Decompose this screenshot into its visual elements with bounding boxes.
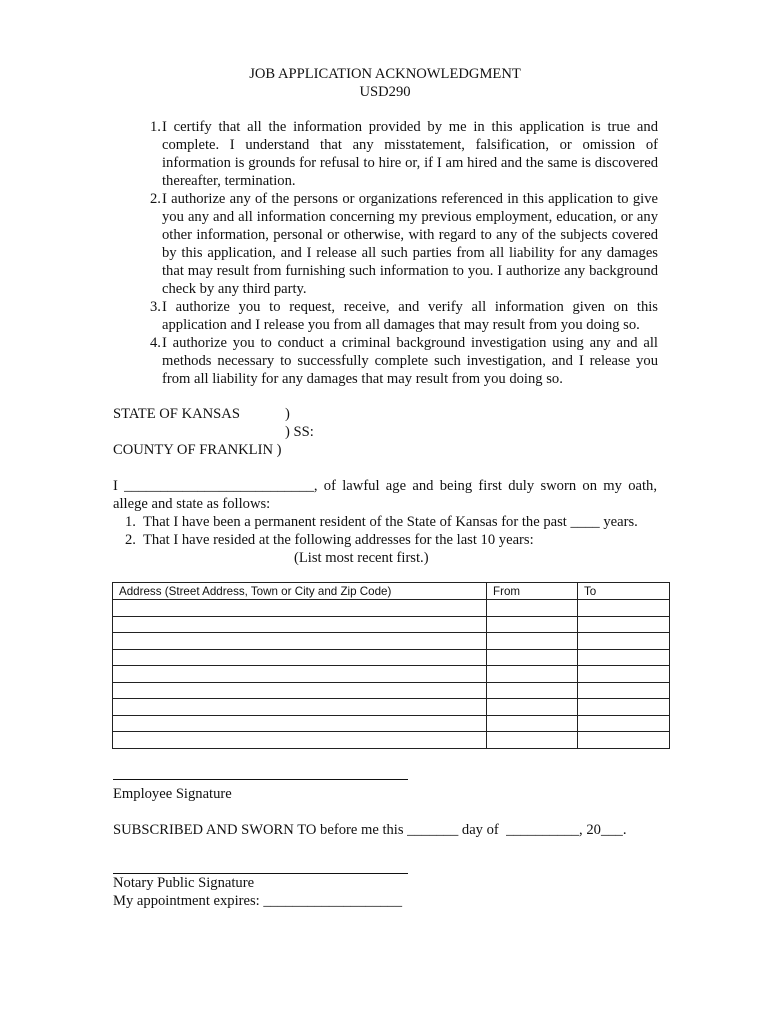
address-cell[interactable] — [113, 616, 487, 633]
to-cell[interactable] — [578, 732, 670, 749]
address-cell[interactable] — [113, 649, 487, 666]
table-row — [113, 666, 670, 683]
venue-state: STATE OF KANSAS — [113, 406, 240, 422]
certification-number: 2. — [150, 191, 161, 207]
oath-line-1[interactable]: I __________________________, of lawful age and being first duly sworn on my oath, — [113, 478, 657, 494]
oath-item-2: 2. That I have resided at the following addresses for the last 10 years: — [125, 532, 534, 548]
address-cell[interactable] — [113, 682, 487, 699]
address-cell[interactable] — [113, 666, 487, 683]
from-cell[interactable] — [487, 600, 578, 617]
table-row — [113, 699, 670, 716]
to-cell[interactable] — [578, 715, 670, 732]
sworn-statement[interactable]: SUBSCRIBED AND SWORN TO before me this _______ day of __________, 20___. — [113, 822, 627, 838]
certification-number: 4. — [150, 335, 161, 351]
from-cell[interactable] — [487, 732, 578, 749]
document-subtitle: USD290 — [359, 84, 411, 100]
from-cell[interactable] — [487, 715, 578, 732]
certification-item — [112, 190, 658, 298]
to-cell[interactable] — [578, 600, 670, 617]
table-row — [113, 600, 670, 617]
table-row — [113, 732, 670, 749]
employee-signature-label: Employee Signature — [113, 786, 232, 802]
table-row — [113, 633, 670, 650]
certification-item — [112, 118, 658, 190]
column-header-from: From — [487, 583, 578, 600]
certification-item — [112, 334, 658, 388]
from-cell[interactable] — [487, 633, 578, 650]
certification-text: I authorize you to conduct a criminal background investigation using any and all methods necessary to successfully complete such investigation, and I release you from all liability for any damages that may result from you doing so. — [162, 335, 658, 387]
from-cell[interactable] — [487, 699, 578, 716]
to-cell[interactable] — [578, 633, 670, 650]
oath-note: (List most recent first.) — [294, 550, 429, 566]
appointment-expires[interactable]: My appointment expires: ___________________ — [113, 893, 403, 909]
certification-text: I authorize you to request, receive, and verify all information given on this application and I release you from all damages that may result from you doing so. — [162, 299, 658, 333]
venue-ss: ) SS: — [285, 424, 314, 440]
certification-number: 3. — [150, 299, 161, 315]
to-cell[interactable] — [578, 699, 670, 716]
certification-text: I authorize any of the persons or organizations referenced in this application to give you any and all information concerning my previous employment, education, or any other information, personal or otherwise, with regard to any of the subjects covered by this application, and I release all such parties from all liability for any damages that may result from furnishing such information to you. I authorize any background check by any third party. — [162, 191, 658, 297]
certification-list — [112, 118, 658, 388]
oath-paragraph — [113, 477, 657, 513]
venue-state-paren: ) — [285, 406, 290, 422]
table-header-row — [113, 583, 670, 600]
document-title: JOB APPLICATION ACKNOWLEDGMENT — [249, 66, 521, 82]
column-header-address: Address (Street Address, Town or City and Zip Code) — [113, 583, 487, 600]
notary-signature-label: Notary Public Signature — [113, 875, 255, 891]
address-table — [112, 582, 670, 749]
from-cell[interactable] — [487, 616, 578, 633]
address-cell[interactable] — [113, 715, 487, 732]
to-cell[interactable] — [578, 616, 670, 633]
employee-signature-line[interactable] — [113, 779, 408, 780]
table-row — [113, 649, 670, 666]
address-cell[interactable] — [113, 600, 487, 617]
table-row — [113, 616, 670, 633]
from-cell[interactable] — [487, 682, 578, 699]
venue-county: COUNTY OF FRANKLIN ) — [113, 442, 282, 458]
oath-line-2: allege and state as follows: — [113, 496, 271, 512]
to-cell[interactable] — [578, 649, 670, 666]
table-row — [113, 715, 670, 732]
from-cell[interactable] — [487, 649, 578, 666]
to-cell[interactable] — [578, 666, 670, 683]
from-cell[interactable] — [487, 666, 578, 683]
address-cell[interactable] — [113, 633, 487, 650]
certification-item — [112, 298, 658, 334]
certification-number: 1. — [150, 119, 161, 135]
address-cell[interactable] — [113, 699, 487, 716]
address-cell[interactable] — [113, 732, 487, 749]
certification-text: I certify that all the information provided by me in this application is true and complete. I understand that any misstatement, falsification, or omission of information is grounds for refusal to hire or, if I am hired and the same is discovered thereafter, termination. — [162, 119, 658, 189]
to-cell[interactable] — [578, 682, 670, 699]
table-row — [113, 682, 670, 699]
column-header-to: To — [578, 583, 670, 600]
oath-item-1[interactable]: 1. That I have been a permanent resident of the State of Kansas for the past ____ years. — [125, 514, 638, 530]
